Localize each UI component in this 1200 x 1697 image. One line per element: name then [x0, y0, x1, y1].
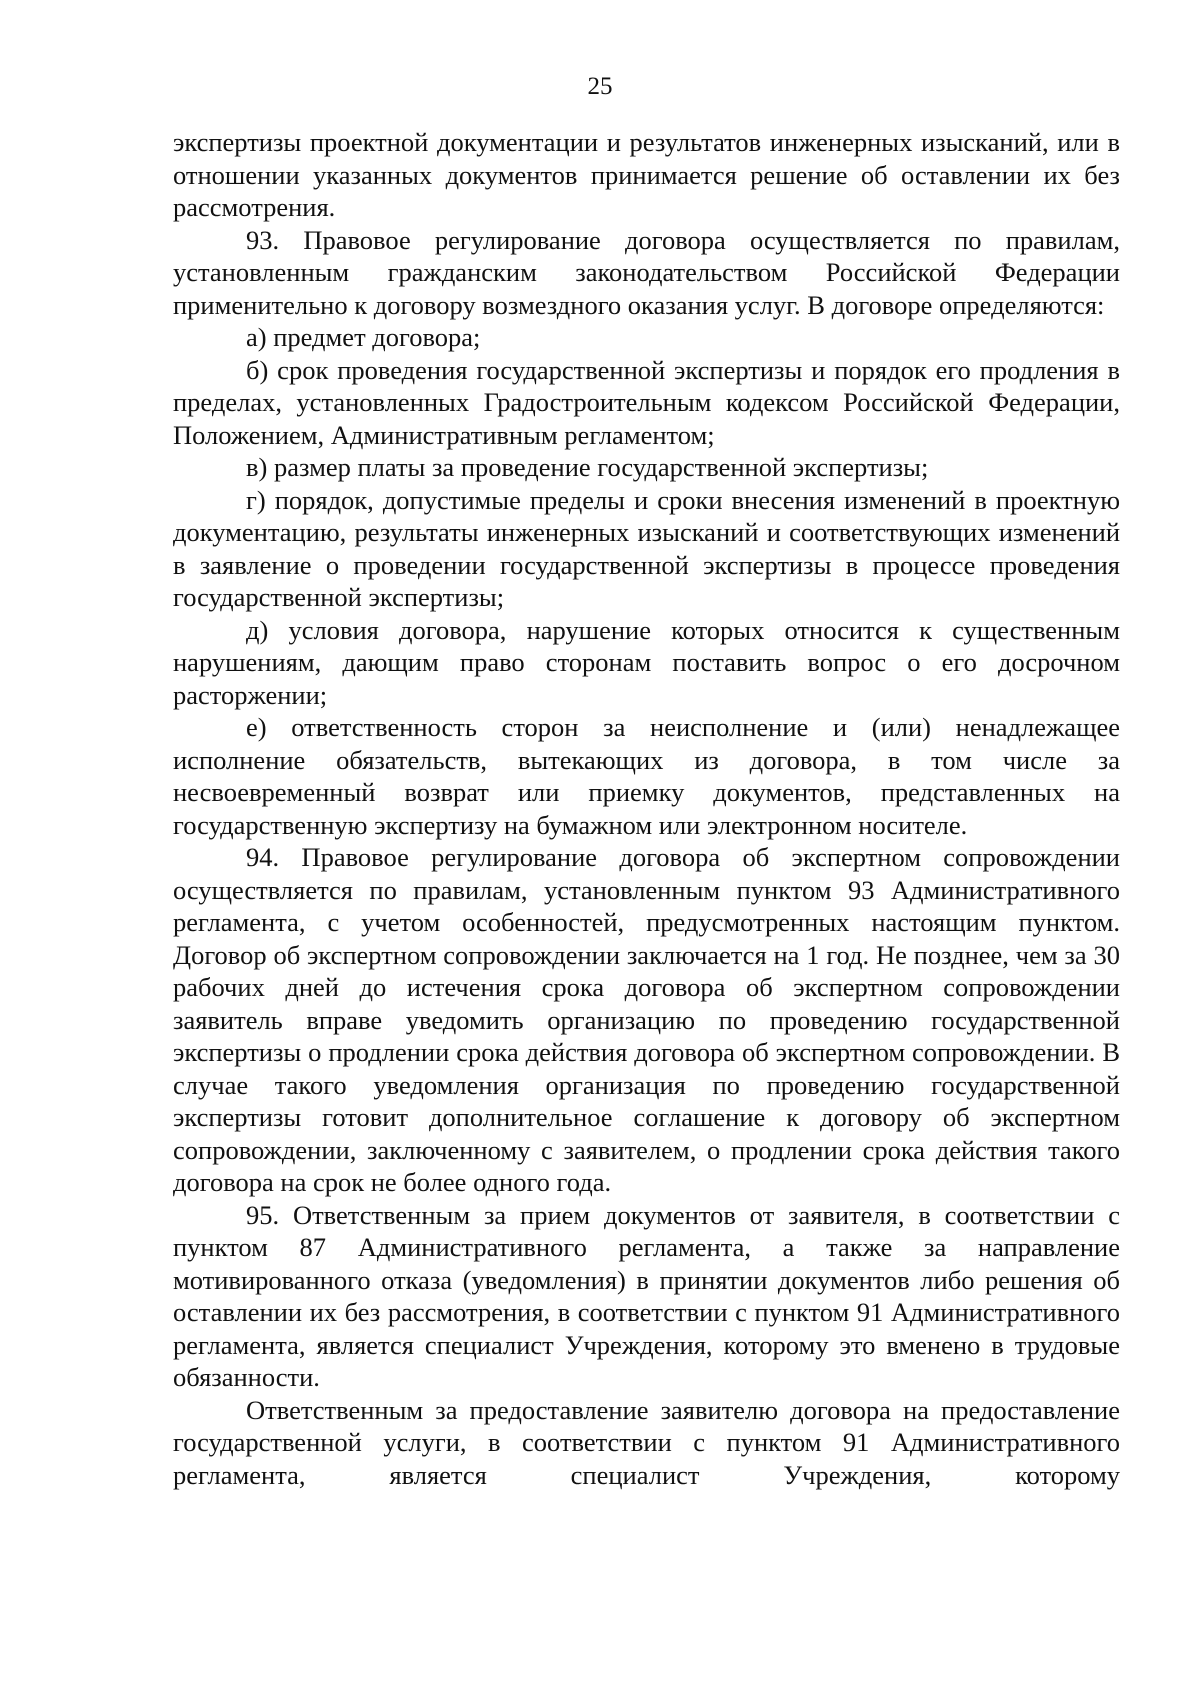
- page-number: 25: [587, 73, 613, 100]
- paragraph-95: 95. Ответственным за прием документов от заявителя, в соответствии с пунктом 87 Административного регламента, а также за направление мотивированного отказа (уведомления) в принятии документов либо решения об оставлении их без рассмотрения, в соответствии с пунктом 91 Административного регламента, является специалист Учреждения, которому это вменено в трудовые обязанности.: [173, 1199, 1120, 1392]
- paragraph-continuation: экспертизы проектной документации и результатов инженерных изысканий, или в отношении указанных документов принимается решение об оставлении их без рассмотрения.: [173, 127, 1120, 222]
- paragraph-95-second: Ответственным за предоставление заявителю договора на предоставление государственной услуги, в соответствии с пунктом 91 Административного регламента, является специалист Учреждения, которому: [173, 1394, 1120, 1490]
- paragraph-94: 94. Правовое регулирование договора об экспертном сопровождении осуществляется по правилам, установленным пунктом 93 Административного регламента, с учетом особенностей, предусмотренных настоящим пунктом. Договор об экспертном сопровождении заключается на 1 год. Не позднее, чем за 30 рабочих дней до истечения срока договора об экспертном сопровождении заявитель вправе уведомить организацию по проведению государственной экспертизы о продлении срока действия договора об экспертном сопровождении. В случае такого уведомления организация по проведению государственной экспертизы готовит дополнительное соглашение к договору об экспертном сопровождении, заключенному с заявителем, о продлении срока действия такого договора на срок не более одного года.: [173, 842, 1120, 1197]
- paragraph-93-item-a: а) предмет договора;: [246, 322, 481, 352]
- paragraph-93-item-d: д) условия договора, нарушение которых относится к существенным нарушениям, дающим право сторонам поставить вопрос о его досрочном расторжении;: [173, 614, 1120, 710]
- paragraph-93-item-e: е) ответственность сторон за неисполнение и (или) ненадлежащее исполнение обязательств, вытекающих из договора, в том числе за несвоевременный возврат или приемку документов, представленных на государственную экспертизу на бумажном или электронном носителе.: [173, 712, 1120, 840]
- paragraph-93: 93. Правовое регулирование договора осуществляется по правилам, установленным гражданским законодательством Российской Федерации применительно к договору возмездного оказания услуг. В договоре определяются:: [173, 224, 1120, 320]
- paragraph-93-item-v: в) размер платы за проведение государственной экспертизы;: [246, 452, 929, 482]
- paragraph-93-item-g: г) порядок, допустимые пределы и сроки внесения изменений в проектную документацию, результаты инженерных изысканий и соответствующих изменений в заявление о проведении государственной экспертизы в процессе проведения государственной экспертизы;: [173, 484, 1120, 612]
- body-text: [173, 126, 1120, 1491]
- paragraph-93-item-b: б) срок проведения государственной экспертизы и порядок его продления в пределах, установленных Градостроительным кодексом Российской Федерации, Положением, Административным регламентом;: [173, 354, 1120, 450]
